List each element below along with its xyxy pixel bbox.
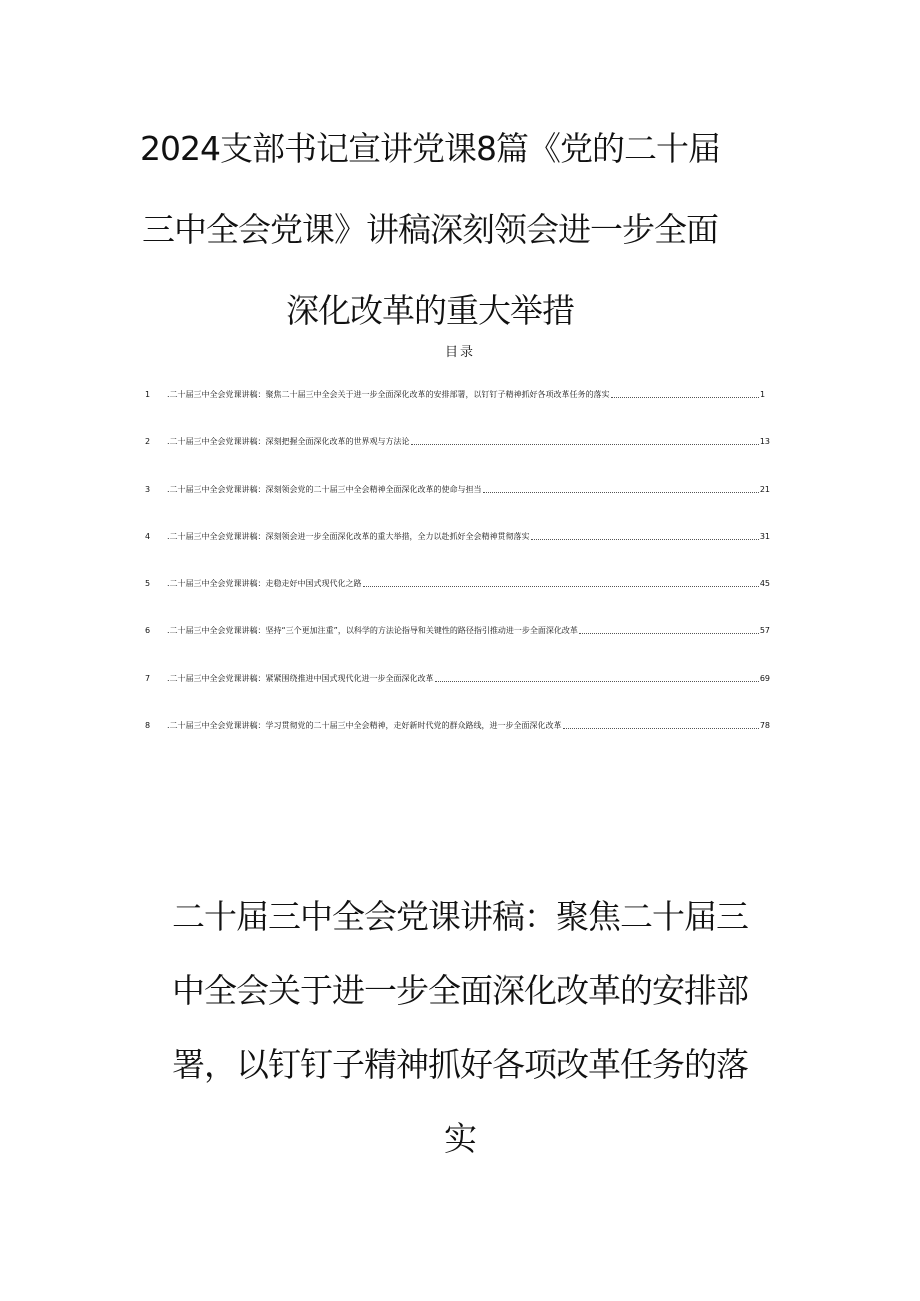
toc-entry-text: .二十届三中全会党课讲稿：深刻领会党的二十届三中全会精神全面深化改革的使命与担当 — [167, 484, 482, 494]
toc-entry-text: .二十届三中全会党课讲稿：紧紧围绕推进中国式现代化进一步全面深化改革 — [167, 673, 434, 683]
toc-dot-leader — [611, 389, 759, 398]
toc-entry-number: 5 — [145, 579, 151, 589]
toc-dot-leader — [531, 531, 759, 540]
toc-entry[interactable] — [145, 389, 770, 436]
toc-entry-text: .二十届三中全会党课讲稿：聚焦二十届三中全会关于进一步全面深化改革的安排部署，以钉钉子精神抓好各项改革任务的落实 — [167, 390, 610, 399]
toc-dot-leader — [483, 484, 759, 493]
toc-entry[interactable] — [145, 625, 770, 672]
toc-entry-page: 13 — [759, 437, 770, 447]
toc-entry-number: 7 — [145, 673, 151, 683]
toc-entry[interactable] — [145, 531, 770, 578]
toc-entry-text: .二十届三中全会党课讲稿：学习贯彻党的二十届三中全会精神，走好新时代党的群众路线，进一步全面深化改革 — [167, 721, 562, 731]
toc-entry-text: .二十届三中全会党课讲稿：深刻把握全面深化改革的世界观与方法论 — [167, 437, 410, 447]
document-title-line: 深化改革的重大举措 — [286, 291, 574, 330]
toc-entry[interactable] — [145, 436, 770, 483]
section-title-line: 实 — [444, 1119, 476, 1158]
toc-entry-text: .二十届三中全会党课讲稿：深刻领会进一步全面深化改革的重大举措，全力以赴抓好全会精神贯彻落实 — [167, 531, 530, 541]
toc-entry-text: .二十届三中全会党课讲稿：走稳走好中国式现代化之路 — [167, 579, 362, 589]
toc-entry[interactable] — [145, 673, 770, 720]
section-title-line: 署，以钉钉子精神抓好各项改革任务的落 — [172, 1045, 748, 1084]
toc-heading: 目录 — [444, 345, 475, 360]
toc-entry-page: 45 — [759, 579, 770, 589]
toc-entry[interactable] — [145, 578, 770, 625]
toc-dot-leader — [411, 436, 759, 445]
toc-entry-number: 3 — [145, 484, 151, 494]
toc-entry-number: 2 — [145, 437, 151, 447]
toc-entry-number: 1 — [145, 390, 151, 399]
table-of-contents — [145, 389, 770, 767]
document-title-line: 三中全会党课》讲稿深刻领会进一步全面 — [142, 210, 718, 249]
toc-entry[interactable] — [145, 484, 770, 531]
toc-entry-text: .二十届三中全会党课讲稿：坚持“三个更加注重”，以科学的方法论指导和关键性的路径指引推动进一步全面深化改革 — [167, 626, 578, 636]
toc-dot-leader — [435, 673, 759, 682]
toc-dot-leader — [363, 578, 759, 587]
section-title-line: 二十届三中全会党课讲稿：聚焦二十届三 — [172, 897, 748, 936]
toc-entry-page: 1 — [760, 390, 766, 399]
toc-dot-leader — [579, 625, 759, 634]
toc-entry-page: 31 — [759, 531, 770, 541]
toc-entry-page: 69 — [759, 673, 770, 683]
toc-entry-page: 57 — [759, 626, 770, 636]
section-title — [170, 880, 750, 1176]
toc-entry[interactable] — [145, 720, 770, 767]
toc-dot-leader — [563, 720, 759, 729]
toc-entry-number: 6 — [145, 626, 151, 636]
section-title-line: 中全会关于进一步全面深化改革的安排部 — [172, 971, 748, 1010]
toc-entry-number: 4 — [145, 531, 151, 541]
document-title — [120, 108, 740, 351]
toc-entry-number: 8 — [145, 721, 151, 731]
toc-entry-page: 21 — [759, 484, 770, 494]
toc-entry-page: 78 — [759, 721, 770, 731]
document-title-line: 2024支部书记宣讲党课8篇《党的二十届 — [140, 129, 720, 168]
